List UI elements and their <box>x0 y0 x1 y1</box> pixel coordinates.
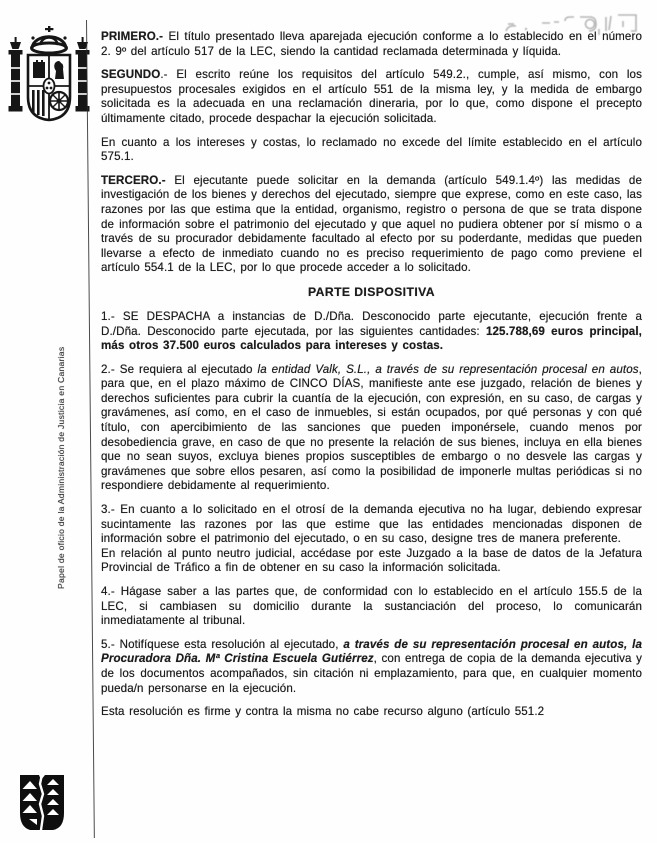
paragraph-4-cambio-domicilio: 4.- Hágase saber a las partes que, de conformidad con lo establecido en el artículo 155.5 de la LEC, si cambiasen su domicilio durante la sustanciación del proceso, lo comunicarán inmediatamente al tribunal. <box>101 585 642 628</box>
paragraph-intereses-costas: En cuanto a los intereses y costas, lo reclamado no excede del límite establecido en el artículo 575.1. <box>101 135 642 164</box>
paragraph-segundo: SEGUNDO.- El escrito reúne los requisitos del artículo 549.2., cumple, así mismo, con los presupuestos procesales exigidos en el artículo 551 de la misma ley, y la medida de embargo solicitada es la adecuada en una reclamación dineraria, por lo que, como dispone el precepto últimamente citado, procede despachar la ejecución solicitada. <box>101 68 642 125</box>
paragraph-3-punto-neutro: En relación al punto neutro judicial, accédase por este Juzgado a la base de datos de la Jefatura Provincial de Tráfico a fin de obtener en su caso la información solicitada. <box>101 546 642 575</box>
paragraph-1-se-despacha: 1.- SE DESPACHA a instancias de D./Dña. Desconocido parte ejecutante, ejecución frente a D./Dña. Desconocido parte ejecutada, por las siguientes cantidades: 125.788,69 euros principal, más otros 37.500 euros calculados para intereses y costas. <box>101 309 642 353</box>
document-body <box>101 30 642 729</box>
paragraph-5-notificacion: 5.- Notifíquese esta resolución al ejecutado, a través de su representación procesal en autos, la Procuradora Dña. Mª Cristina Escuela Gutiérrez, con entrega de copia de la demanda ejecutiva y de los documentos acompañados, sin citación ni emplazamiento, para que, en cualquier momento pueda/n personarse en la ejecución. <box>101 637 642 695</box>
paragraph-primero: PRIMERO.- El título presentado lleva aparejada ejecución conforme a lo establecido en el número 2. 9º del artículo 517 de la LEC, siendo la cantidad reclamada determinada y líquida. <box>101 30 642 58</box>
spain-coat-of-arms-icon <box>6 24 92 136</box>
paragraph-tercero: TERCERO.- El ejecutante puede solicitar en la demanda (artículo 549.1.4º) las medidas de investigación de los bienes y derechos del ejecutado, siempre que exprese, como en este caso, las razones por las que estima que la entidad, organismo, registro o persona de que se trata dispone de información sobre el patrimonio del ejecutado y que aquel no pudiera obtener por sí mismo o a través de su procurador debidamente facultado al efecto por su poderdante, medidas que pueden llevarse a efecto de inmediato cuando no es preciso requerimiento de pago como previene el artículo 554.1 de la LEC, por lo que procede acceder a lo solicitado. <box>101 173 642 275</box>
paper-edge-line <box>86 20 95 838</box>
paragraph-resolucion-firme: Esta resolución es firme y contra la misma no cabe recurso alguno (artículo 551.2 <box>101 705 545 719</box>
paragraph-3-otrosi: 3.- En cuanto a lo solicitado en el otrosí de la demanda ejecutiva no ha lugar, debiendo expresar sucintamente las razones por las que estime que las entidades mencionadas disponen de información sobre el patrimonio del ejecutado, o en su caso, designe tres de manera preferente. <box>101 503 642 546</box>
official-paper-margin-note: Papel de oficio de la Administración de Justicia en Canarias <box>56 346 66 589</box>
paragraph-2-requerimiento: 2.- Se requiera al ejecutado la entidad Valk, S.L., a través de su representación procesal en autos, para que, en el plazo máximo de CINCO DÍAS, manifieste ante ese juzgado, relación de bienes y derechos suficientes para cubrir la cuantía de la ejecución, con expresión, en su caso, de cargas y gravámenes, así como, en el caso de inmuebles, si están ocupados, por qué personas y con qué título, con apercibimiento de las sanciones que pueden imponérsele, cuando menos por desobediencia grave, en caso de que no presente la relación de sus bienes, incluya en ella bienes que no sean suyos, excluya bienes propios susceptibles de embargo o no desvele las cargas y gravámenes que sobre ellos pesaren, así como la posibilidad de imponerle multas periódicas si no respondiere debidamente al requerimiento. <box>101 362 642 493</box>
canarias-justice-emblem-icon <box>17 772 69 840</box>
parte-dispositiva-heading: PARTE DISPOSITIVA <box>308 284 435 299</box>
